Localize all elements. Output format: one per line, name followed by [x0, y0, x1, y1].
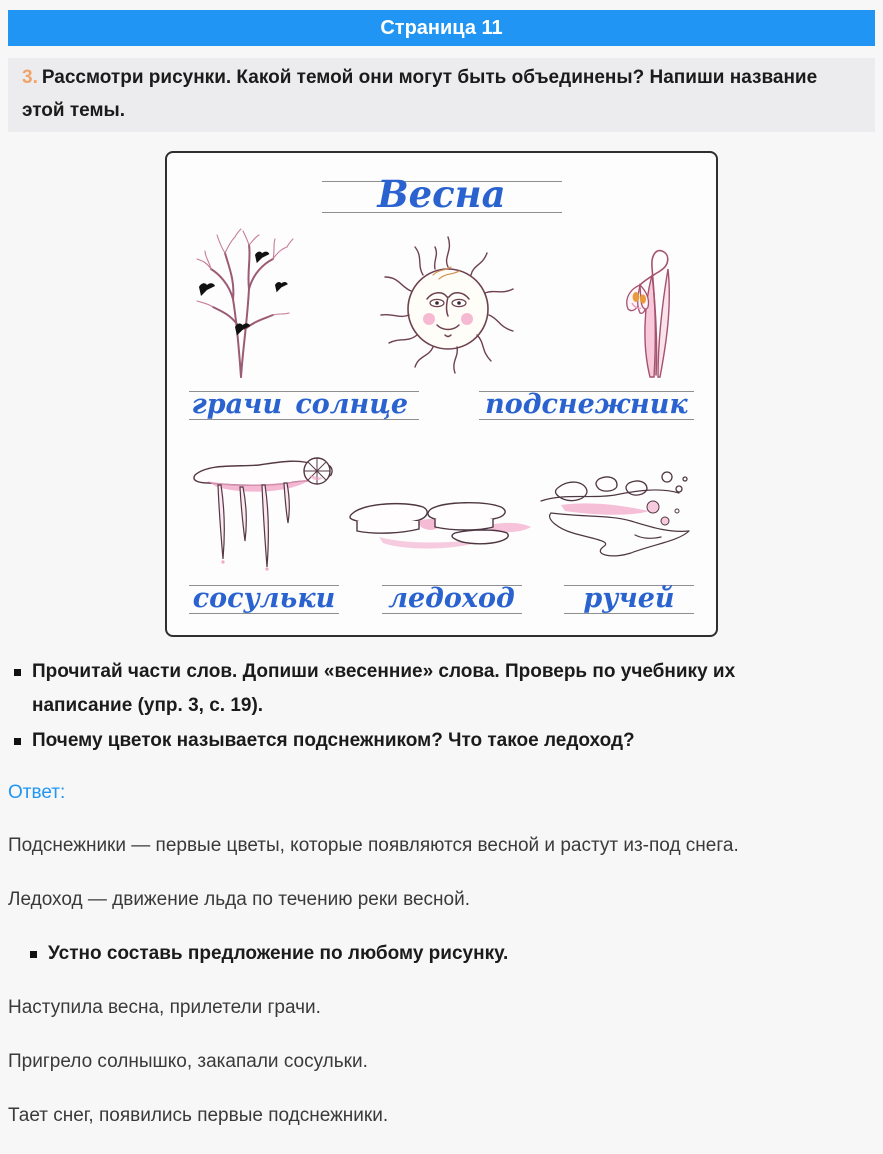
word-grachi — [189, 383, 285, 429]
sentence-paragraph: Пригрело солнышко, закапали сосульки. — [8, 1051, 368, 1072]
question-item — [14, 655, 826, 723]
bullet-square-icon — [30, 951, 37, 958]
handwritten-word: солнце — [295, 389, 409, 420]
word-sosulki — [189, 577, 339, 623]
stream-icon — [535, 465, 695, 569]
figure-words-row-1 — [177, 383, 706, 429]
rooks-tree-icon — [189, 229, 297, 381]
word-ledokhod — [382, 577, 522, 623]
question-text: Прочитай части слов. Допиши «весенние» слова. Проверь по учебнику их написание (упр. 3, с. 19). — [32, 661, 736, 716]
word-solntse — [285, 383, 419, 429]
question-list — [14, 655, 826, 758]
bullet-square-icon — [14, 669, 21, 676]
handwritten-word: подснежник — [485, 389, 688, 420]
figure-title-handwritten: Весна — [377, 172, 506, 216]
rook-bird-silhouettes — [199, 252, 288, 336]
page-title: Страница 11 — [380, 17, 503, 39]
word-ruchey — [564, 577, 694, 623]
figure-title-ruled-line — [322, 171, 562, 219]
oral-task-text: Устно составь предложение по любому рисунку. — [48, 943, 509, 964]
question-text: Почему цветок называется подснежником? Что такое ледоход? — [32, 730, 635, 751]
oral-task-item — [30, 942, 883, 966]
answer-paragraph: Ледоход — движение льда по течению реки весной. — [8, 889, 470, 910]
sentence-paragraph: Тает снег, появились первые подснежники. — [8, 1105, 389, 1126]
handwritten-word: ледоход — [388, 583, 515, 614]
figure-frame — [165, 151, 718, 637]
bullet-square-icon — [14, 738, 21, 745]
oral-task-list — [30, 942, 883, 966]
answer-label: Ответ: — [8, 782, 66, 803]
task-text: Рассмотри рисунки. Какой темой они могут быть объединены? Напиши название этой темы. — [22, 67, 818, 121]
figure-pictures-row-1 — [177, 229, 706, 381]
icicles-icon — [189, 445, 339, 569]
task-box — [8, 58, 875, 132]
sun-icon — [373, 229, 523, 381]
figure-words-row-2 — [177, 577, 706, 623]
handwritten-word: сосульки — [192, 583, 336, 614]
task-number: 3. — [22, 67, 38, 88]
handwritten-word: ручей — [583, 583, 675, 614]
sentence-paragraph: Наступила весна, прилетели грачи. — [8, 997, 321, 1018]
snowdrop-icon — [598, 239, 694, 381]
handwritten-word: грачи — [191, 389, 283, 420]
word-podsnezhnik — [479, 383, 694, 429]
page-header-bar — [8, 10, 875, 46]
question-item — [14, 724, 826, 758]
figure-pictures-row-2 — [177, 445, 706, 569]
ice-drift-icon — [339, 477, 535, 569]
answer-paragraph: Подснежники — первые цветы, которые появляются весной и растут из-под снега. — [8, 835, 739, 856]
